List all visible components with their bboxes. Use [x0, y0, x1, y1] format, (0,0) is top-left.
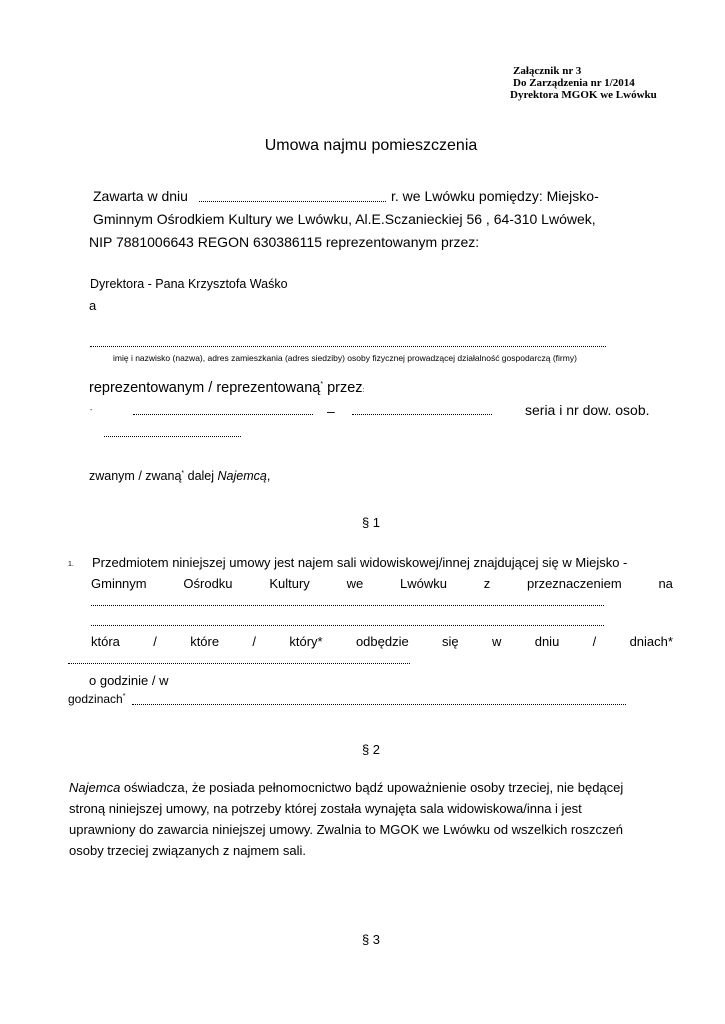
section-1-line-2	[91, 576, 673, 591]
contract-date-field[interactable]	[199, 201, 386, 202]
tenant-field[interactable]	[90, 346, 606, 347]
section-1-line-1: Przedmiotem niniejszej umowy jest najem sali widowiskowej/innej znajdującej się w Miejsko -	[92, 555, 628, 570]
id-number-field[interactable]	[104, 436, 241, 437]
section-2-line-2: stroną niniejszej umowy, na potrzeby której została wynajęta sala widowiskowa/inna i jest	[69, 801, 582, 816]
section-2-line-1	[69, 780, 623, 795]
conjunction-a: a	[89, 298, 97, 313]
section-2-line-1-rest: oświadcza, że posiada pełnomocnictwo bądź upoważnienie osoby trzeciej, nie będącej	[120, 780, 624, 795]
id-label: seria i nr dow. osob.	[525, 402, 650, 418]
zwanym-line	[89, 469, 270, 483]
attachment-line-2: Do Zarządzenia nr 1/2014	[513, 77, 635, 89]
word: /	[153, 634, 157, 649]
represented-suffix: przez	[323, 380, 363, 396]
rep-dash: –	[327, 403, 335, 419]
section-2-header: § 2	[361, 742, 381, 757]
word: która	[91, 634, 120, 649]
zwanym-prefix: zwanym / zwaną	[89, 469, 182, 483]
word: we	[346, 576, 364, 591]
section-2-line-4: osoby trzeciej związanych z najmem sali.	[69, 843, 306, 858]
attachment-line-1: Załącznik nr 3	[513, 65, 582, 77]
intro-line-2: Gminnym Ośrodkiem Kultury we Lwówku, Al.E.Sczanieckiej 56 , 64-310 Lwówek,	[93, 211, 596, 227]
word: Gminnym	[91, 576, 147, 591]
zwanym-term: Najemcą	[217, 469, 267, 483]
date-field[interactable]	[68, 663, 410, 664]
word: z	[483, 576, 491, 591]
zwanym-mark: *	[181, 469, 185, 477]
intro-line-1-start: Zawarta w dniu	[93, 188, 188, 204]
word: się	[442, 634, 459, 649]
section-2-line-3: uprawniony do zawarcia niniejszej umowy. Zwalnia to MGOK we Lwówku od wszelkich roszczeń	[69, 822, 623, 837]
word: Ośrodku	[183, 576, 233, 591]
godzinach-label	[68, 692, 125, 706]
director-line: Dyrektora - Pana Krzysztofa Waśko	[90, 277, 288, 291]
section-3-header: § 3	[361, 932, 381, 947]
word: przeznaczeniem	[527, 576, 622, 591]
word: które	[190, 634, 220, 649]
section-2-term: Najemca	[69, 780, 121, 795]
represented-text: reprezentowanym / reprezentowaną	[89, 380, 321, 396]
word: /	[592, 634, 597, 649]
word: Kultury	[269, 576, 310, 591]
word: Lwówku	[399, 576, 447, 591]
represented-mark: *	[320, 381, 324, 389]
represented-line	[89, 380, 365, 396]
zwanym-mid: dalej	[184, 469, 218, 483]
godzinie-label: o godzinie / w	[89, 673, 169, 688]
word: dniu	[534, 634, 560, 649]
zwanym-end: ,	[266, 469, 271, 483]
purpose-field-1[interactable]	[91, 605, 604, 606]
represented-colon: :	[362, 387, 365, 394]
section-1-ktora-line	[91, 634, 673, 649]
godzinach-text: godzinach	[68, 692, 123, 706]
word: odbędzie	[355, 634, 409, 649]
intro-line-3: NIP 7881006643 REGON 630386115 reprezentowanym przez:	[89, 234, 480, 250]
hours-field[interactable]	[132, 704, 626, 705]
document-title: Umowa najmu pomieszczenia	[264, 137, 478, 154]
word: który*	[289, 634, 323, 649]
word: w	[492, 634, 502, 649]
word: na	[658, 576, 673, 591]
word: dniach*	[629, 634, 673, 649]
purpose-field-2[interactable]	[91, 625, 604, 626]
godzinach-mark: *	[122, 693, 126, 700]
rep-bullet: -	[90, 407, 93, 414]
tenant-hint: imię i nazwisko (nazwa), adres zamieszkania (adres siedziby) osoby fizycznej prowadzącej działalność gospodarczą (firmy)	[113, 353, 577, 363]
section-1-header: § 1	[361, 515, 381, 530]
word: /	[252, 634, 257, 649]
representative-name-field[interactable]	[133, 414, 313, 415]
intro-line-1-end: r. we Lwówku pomiędzy: Miejsko-	[391, 188, 599, 204]
section-1-item-number: 1.	[68, 561, 74, 568]
representative-role-field[interactable]	[352, 414, 492, 415]
attachment-line-3: Dyrektora MGOK we Lwówku	[510, 89, 657, 101]
